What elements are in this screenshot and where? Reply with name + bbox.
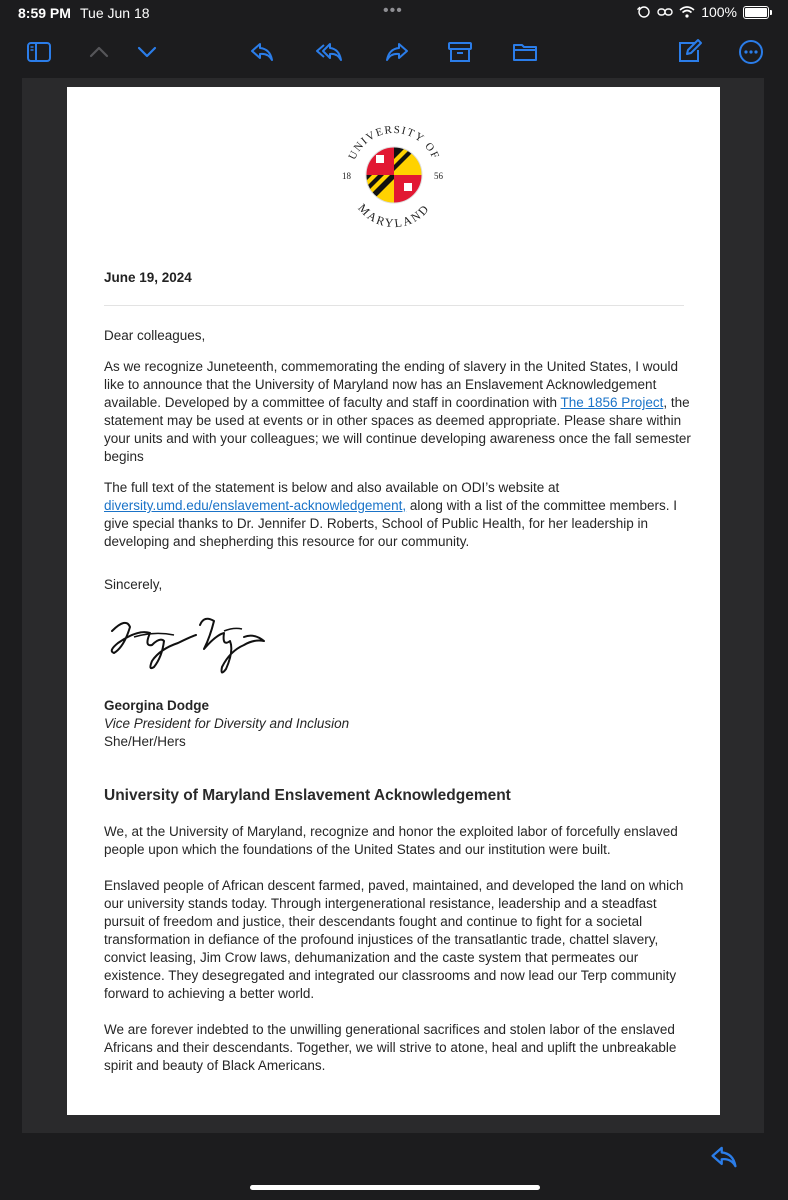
- sidebar-icon: [25, 38, 53, 66]
- status-right: [637, 4, 772, 20]
- university-seal-logo: [334, 113, 454, 233]
- orientation-lock-icon: [637, 5, 651, 19]
- seal-year-left: 18: [342, 171, 351, 181]
- forward-icon: [383, 38, 411, 66]
- signature-image: [104, 607, 284, 687]
- wifi-icon: [679, 6, 695, 18]
- signer-pronouns: She/Her/Hers: [104, 734, 186, 749]
- folder-icon: [511, 38, 539, 66]
- multitasking-dots-icon[interactable]: •••: [383, 2, 403, 19]
- paragraph-announcement: As we recognize Juneteenth, commemorating the ending of slavery in the United States, I would like to announce that the University of Maryland now has an Enslavement Acknowledgement available. Developed by a committee of faculty and staff in coordination with The 1856 Project, the statement may be used at events or in other spaces as deemed appropriate. Please share within your units and with your colleagues; we will continue developing awareness once the fall semester begins: [104, 359, 691, 464]
- chevron-down-icon: [133, 38, 161, 66]
- reply-all-button[interactable]: [312, 36, 346, 68]
- signer-block: [104, 697, 694, 751]
- acknowledgement-webpage-link[interactable]: diversity.umd.edu/enslavement-acknowledgement,: [104, 498, 407, 513]
- archive-button[interactable]: [443, 36, 477, 68]
- compose-button[interactable]: [672, 36, 706, 68]
- signer-name: Georgina Dodge: [104, 698, 210, 713]
- sidebar-toggle-button[interactable]: [22, 36, 56, 68]
- statement-paragraph-3: We are forever indebted to the unwilling generational sacrifices and stolen labor of the enslaved Africans and their descendants. Together, we will strive to atone, heal and uplift the unbreakable spirit and beauty of Black Americans.: [104, 1022, 677, 1073]
- next-message-button[interactable]: [130, 36, 164, 68]
- closing: Sincerely,: [104, 577, 163, 592]
- statement-paragraph-1: We, at the University of Maryland, recognize and honor the exploited labor of forcefully enslaved people upon which the foundations of the United States and our institution were built.: [104, 824, 678, 857]
- forward-button[interactable]: [380, 36, 414, 68]
- seal-text-bottom: MARYLAND: [355, 200, 433, 231]
- home-indicator[interactable]: [250, 1185, 540, 1190]
- archive-icon: [446, 38, 474, 66]
- more-options-button[interactable]: [734, 36, 768, 68]
- compose-icon: [675, 38, 703, 66]
- svg-text:MARYLAND: [355, 201, 432, 230]
- reply-all-icon: [315, 38, 343, 66]
- chevron-up-icon: [85, 38, 113, 66]
- seal-text-top: UNIVERSITY OF: [346, 123, 442, 162]
- message-viewer: [22, 78, 764, 1133]
- divider: [104, 305, 684, 306]
- status-bar: [0, 0, 788, 26]
- clock: 8:59 PM: [18, 5, 71, 21]
- statement-heading: University of Maryland Enslavement Acknowledgement: [104, 787, 511, 804]
- mail-toolbar: [0, 26, 788, 78]
- reply-icon[interactable]: [708, 1141, 740, 1173]
- letter-page: [67, 87, 720, 1115]
- move-to-folder-button[interactable]: [508, 36, 542, 68]
- project-1856-link[interactable]: The 1856 Project: [560, 395, 664, 410]
- seal-year-right: 56: [434, 171, 443, 181]
- statement-paragraph-2: Enslaved people of African descent farmed, paved, maintained, and developed the land on which our university stands today. Through intergenerational resistance, leadership and a steadfast pursuit of freedom and justice, their descendants fought and continue to fight for a societal transformation in defiance of the profound injustices of the transatlantic trade, chattel slavery, convict leasing, Jim Crow laws, dehumanization and the caste system that permeates our existence. They desegregated and integrated our classrooms and now lead our Terp community forward to achieving a better world.: [104, 878, 684, 1001]
- battery-icon: [743, 6, 769, 19]
- letter-date: June 19, 2024: [104, 270, 192, 285]
- more-icon: [737, 38, 765, 66]
- status-date: Tue Jun 18: [80, 5, 150, 21]
- signer-title: Vice President for Diversity and Inclusion: [104, 716, 350, 731]
- reply-button[interactable]: [245, 36, 279, 68]
- battery-percent: 100%: [701, 4, 737, 20]
- previous-message-button[interactable]: [82, 36, 116, 68]
- link-icon: [657, 6, 673, 18]
- paragraph-full-text: The full text of the statement is below and also available on ODI’s website at diversity.umd.edu/enslavement-acknowledgement, along with a list of the committee members. I give special thanks to Dr. Jennifer D. Roberts, School of Public Health, for her leadership in developing and shepherding this resource for our community.: [104, 480, 678, 549]
- bottom-bar: [0, 1133, 788, 1200]
- salutation: Dear colleagues,: [104, 328, 206, 343]
- reply-icon: [248, 38, 276, 66]
